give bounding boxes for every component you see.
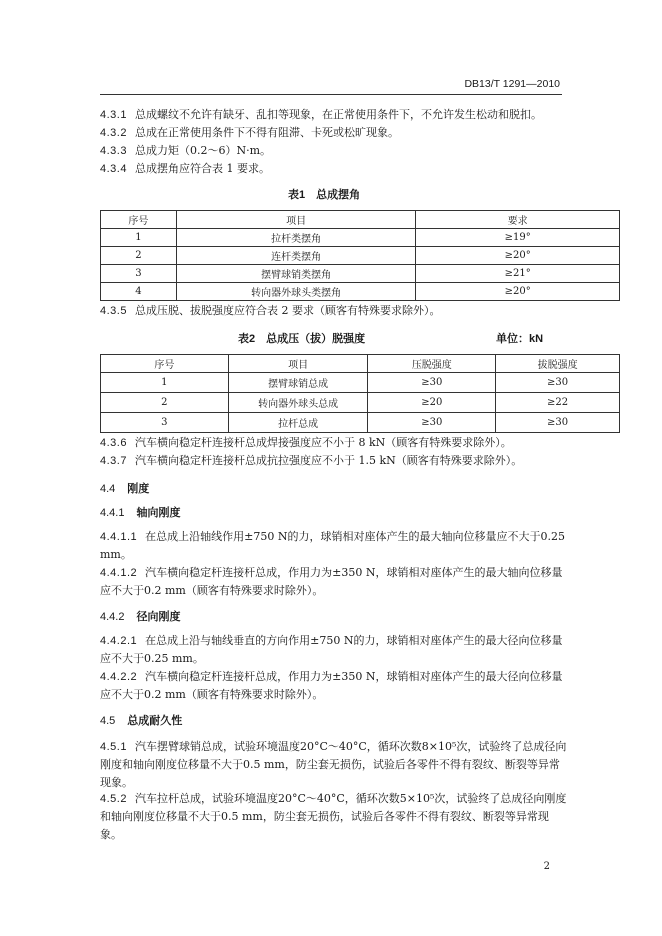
table-cell: ≥19°: [416, 229, 620, 247]
clause-text: 总成力矩（0.2～6）N·m。: [134, 144, 272, 157]
clause-text: 汽车横向稳定杆连接杆总成焊接强度应不小于 8 kN（顾客有特殊要求除外）。: [134, 436, 512, 449]
heading-4-4-2: [100, 608, 180, 624]
heading-4-4: [100, 480, 149, 496]
heading-text: 径向刚度: [136, 611, 181, 623]
table-row: [101, 393, 620, 413]
clause-4-3-5: [100, 302, 568, 320]
table-cell: ≥30: [496, 373, 620, 393]
table-cell: ≥22: [496, 393, 620, 413]
clause-number: 4.3.3: [100, 145, 127, 157]
clause-number: 4.3.7: [100, 455, 127, 467]
column-header: 项目: [228, 355, 368, 373]
table-cell: 3: [101, 265, 177, 283]
clause-text: 汽车拉杆总成，试验环境温度20°C～40°C，循环次数5×10⁵次，试验终了总成径向刚度和轴向刚度位移量不大于0.5 mm，防尘套无损伤，试验后各零件不得有裂纹、断裂等异常现象。: [100, 792, 567, 841]
table-header-row: [101, 211, 620, 229]
table-cell: ≥20: [368, 393, 496, 413]
table-cell: 拉杆总成: [228, 413, 368, 433]
clause-4-3-2: [100, 124, 568, 142]
clause-4-4-2-1: [100, 632, 568, 668]
table-row: [101, 229, 620, 247]
heading-number: 4.4.2: [100, 611, 125, 623]
clause-number: 4.5.2: [100, 793, 127, 805]
table-row: [101, 373, 620, 393]
clause-text: 汽车横向稳定杆连接杆总成，作用力为±350 N，球销相对座体产生的最大轴向位移量应不大于0.2 mm（顾客有特殊要求时除外）。: [100, 566, 563, 597]
heading-4-5: [100, 712, 182, 728]
clause-4-3-4: [100, 160, 568, 178]
clause-text: 在总成上沿轴线作用±750 N的力，球销相对座体产生的最大轴向位移量应不大于0.25 mm。: [100, 530, 565, 561]
column-header: 要求: [416, 211, 620, 229]
clause-4-5-2: [100, 790, 568, 844]
heading-number: 4.4.1: [100, 507, 125, 519]
heading-number: 4.4: [100, 483, 116, 495]
table-row: [101, 247, 620, 265]
clause-number: 4.3.2: [100, 127, 127, 139]
column-header: 压脱强度: [368, 355, 496, 373]
table-cell: 4: [101, 283, 177, 301]
clause-number: 4.4.1.2: [100, 567, 138, 579]
column-header: 序号: [101, 355, 229, 373]
table2-press-pull-strength: [100, 354, 620, 433]
clause-text: 总成摆角应符合表 1 要求。: [134, 162, 270, 175]
table-cell: ≥30: [496, 413, 620, 433]
heading-text: 总成耐久性: [127, 715, 183, 727]
document-id: DB13/T 1291—2010: [464, 78, 560, 90]
table-cell: 转向器外球头类摆角: [176, 283, 416, 301]
table-cell: 摆臂球销总成: [228, 373, 368, 393]
table-cell: 2: [101, 247, 177, 265]
clause-4-4-1-2: [100, 564, 568, 600]
clause-number: 4.4.1.1: [100, 531, 138, 543]
clause-text: 总成螺纹不允许有缺牙、乱扣等现象，在正常使用条件下，不允许发生松动和脱扣。: [134, 108, 542, 121]
table-header-row: [101, 355, 620, 373]
table-row: [101, 413, 620, 433]
heading-text: 轴向刚度: [136, 507, 181, 519]
table-cell: 连杆类摆角: [176, 247, 416, 265]
clause-4-3-1: [100, 106, 568, 124]
clause-text: 汽车横向稳定杆连接杆总成抗拉强度应不小于 1.5 kN（顾客有特殊要求除外）。: [134, 454, 523, 467]
heading-4-4-1: [100, 504, 180, 520]
clause-text: 汽车横向稳定杆连接杆总成，作用力为±350 N，球销相对座体产生的最大径向位移量应不大于0.2 mm（顾客有特殊要求时除外）。: [100, 670, 563, 701]
table2-unit: 单位：kN: [496, 333, 544, 345]
table-cell: 拉杆类摆角: [176, 229, 416, 247]
table-cell: ≥30: [368, 373, 496, 393]
table-row: [101, 265, 620, 283]
table-cell: ≥20°: [416, 283, 620, 301]
table-cell: ≥20°: [416, 247, 620, 265]
table-cell: 2: [101, 393, 229, 413]
table1-swing-angle: [100, 210, 620, 301]
clause-4-5-1: [100, 738, 568, 792]
clause-4-3-3: [100, 142, 568, 160]
clause-text: 总成在正常使用条件下不得有阻滞、卡死或松旷现象。: [134, 126, 399, 139]
column-header: 拔脱强度: [496, 355, 620, 373]
clause-number: 4.3.4: [100, 163, 127, 175]
clause-number: 4.3.6: [100, 437, 127, 449]
clause-text: 在总成上沿与轴线垂直的方向作用±750 N的力，球销相对座体产生的最大径向位移量应不大于0.25 mm。: [100, 634, 563, 665]
clause-number: 4.3.5: [100, 305, 127, 317]
page-number: 2: [543, 861, 550, 872]
clause-text: 总成压脱、拔脱强度应符合表 2 要求（顾客有特殊要求除外）。: [134, 304, 441, 317]
clause-4-4-1-1: [100, 528, 568, 564]
table-row: [101, 283, 620, 301]
clause-4-3-7: [100, 452, 568, 470]
clause-number: 4.4.2.1: [100, 635, 138, 647]
table-cell: 1: [101, 373, 229, 393]
column-header: 项目: [176, 211, 416, 229]
clause-number: 4.3.1: [100, 109, 127, 121]
clause-number: 4.5.1: [100, 741, 127, 753]
table-cell: 摆臂球销类摆角: [176, 265, 416, 283]
header-rule: [100, 94, 562, 95]
clause-text: 汽车摆臂球销总成，试验环境温度20°C～40°C，循环次数8×10⁵次，试验终了总成径向刚度和轴向刚度位移量不大于0.5 mm，防尘套无损伤，试验后各零件不得有裂纹、断裂等异常现象。: [100, 740, 567, 789]
heading-number: 4.5: [100, 715, 116, 727]
table-cell: 转向器外球头总成: [228, 393, 368, 413]
table-cell: 1: [101, 229, 177, 247]
heading-text: 刚度: [127, 483, 150, 495]
table-cell: 3: [101, 413, 229, 433]
clause-4-3-6: [100, 434, 568, 452]
table2-caption: 表2 总成压（拔）脱强度: [238, 333, 366, 345]
clause-number: 4.4.2.2: [100, 671, 138, 683]
column-header: 序号: [101, 211, 177, 229]
clause-4-4-2-2: [100, 668, 568, 704]
table1-caption: 表1 总成摆角: [288, 189, 361, 201]
table-cell: ≥21°: [416, 265, 620, 283]
table-cell: ≥30: [368, 413, 496, 433]
